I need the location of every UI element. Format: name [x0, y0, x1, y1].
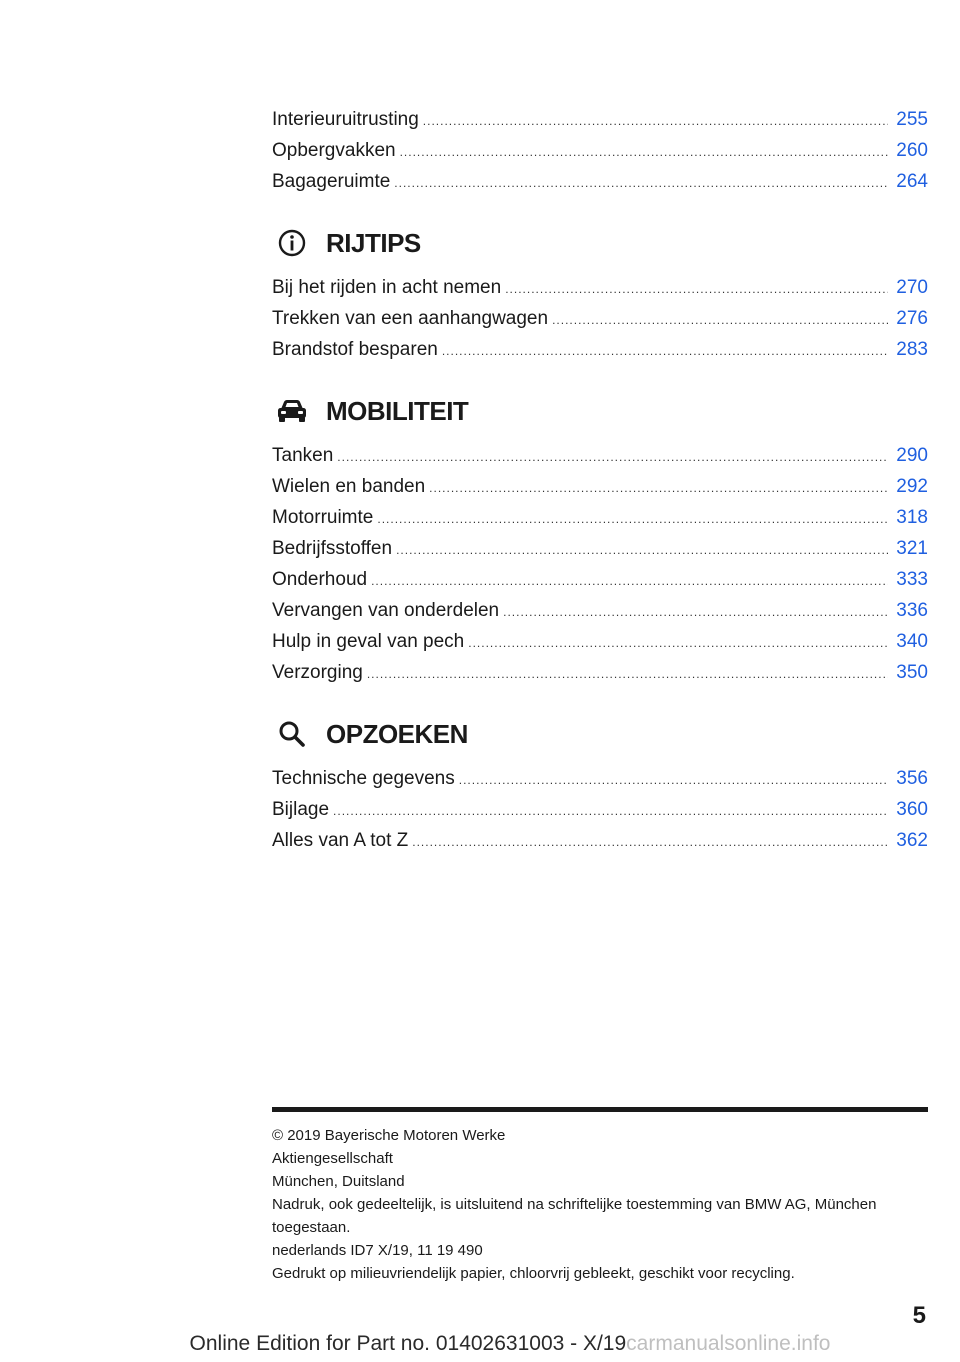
table-of-contents: [272, 104, 928, 856]
toc-entry[interactable]: [272, 104, 928, 135]
toc-leader-dots: [371, 564, 888, 595]
toc-page-link[interactable]: 283: [896, 339, 928, 360]
imprint-location: München, Duitsland: [272, 1173, 405, 1190]
toc-leader-dots: [400, 135, 889, 166]
section-title: RIJTIPS: [326, 227, 421, 258]
car-icon: [272, 391, 312, 431]
toc-entry[interactable]: [272, 135, 928, 166]
toc-page-link[interactable]: 318: [896, 507, 928, 528]
toc-section-opzoeken: [272, 714, 928, 856]
footer-watermark: carmanualsonline.info: [626, 1332, 831, 1355]
toc-entry-title: Hulp in geval van pech: [272, 631, 465, 652]
section-title: MOBILITEIT: [326, 395, 469, 426]
toc-entry[interactable]: [272, 595, 928, 626]
toc-entry-title: Technische gegevens: [272, 768, 455, 789]
toc-entry-title: Trekken van een aanhangwagen: [272, 308, 549, 329]
toc-leader-dots: [503, 595, 888, 626]
toc-page-link[interactable]: 321: [896, 538, 928, 559]
search-icon: [272, 714, 312, 754]
toc-entry-title: Tanken: [272, 445, 334, 466]
toc-entry-title: Motorruimte: [272, 507, 374, 528]
toc-entry[interactable]: [272, 334, 928, 365]
toc-entry-title: Bedrijfsstoffen: [272, 538, 393, 559]
toc-entry[interactable]: [272, 272, 928, 303]
toc-top-entries: [272, 104, 928, 197]
section-title: OPZOEKEN: [326, 718, 468, 749]
toc-entry-title: Brandstof besparen: [272, 339, 438, 360]
toc-page-link[interactable]: 292: [896, 476, 928, 497]
toc-entry-title: Opbergvakken: [272, 140, 396, 161]
toc-page-link[interactable]: 360: [896, 799, 928, 820]
toc-entry[interactable]: [272, 533, 928, 564]
toc-entry[interactable]: [272, 657, 928, 688]
toc-page-link[interactable]: 270: [896, 277, 928, 298]
page-number: 5: [912, 1302, 926, 1329]
toc-leader-dots: [337, 440, 888, 471]
toc-entry-title: Alles van A tot Z: [272, 830, 409, 851]
toc-leader-dots: [459, 763, 889, 794]
imprint-reprint-notice: Nadruk, ook gedeeltelijk, is uitsluitend na schriftelijke toestemming van BMW AG, München toegestaan.: [272, 1196, 877, 1236]
toc-leader-dots: [442, 334, 888, 365]
toc-entry[interactable]: [272, 471, 928, 502]
imprint-edition-id: nederlands ID7 X/19, 11 19 490: [272, 1242, 483, 1259]
toc-entry[interactable]: [272, 825, 928, 856]
toc-leader-dots: [394, 166, 888, 197]
imprint-company: Aktiengesellschaft: [272, 1150, 393, 1167]
toc-leader-dots: [468, 626, 888, 657]
toc-page-link[interactable]: 362: [896, 830, 928, 851]
toc-entry[interactable]: [272, 564, 928, 595]
toc-entry-title: Onderhoud: [272, 569, 368, 590]
footer-edition-text: Online Edition for Part no. 01402631003 - X/19: [189, 1332, 627, 1355]
toc-section-mobiliteit: [272, 391, 928, 688]
toc-page-link[interactable]: 336: [896, 600, 928, 621]
toc-page-link[interactable]: 333: [896, 569, 928, 590]
toc-entry[interactable]: [272, 303, 928, 334]
footer: [0, 1332, 960, 1356]
imprint-divider: [272, 1107, 928, 1112]
toc-entry[interactable]: [272, 440, 928, 471]
toc-page-link[interactable]: 276: [896, 308, 928, 329]
toc-entry[interactable]: [272, 794, 928, 825]
toc-page-link[interactable]: 255: [896, 109, 928, 130]
toc-leader-dots: [377, 502, 888, 533]
toc-entry-title: Bijlage: [272, 799, 330, 820]
imprint-copyright: © 2019 Bayerische Motoren Werke: [272, 1127, 506, 1144]
toc-leader-dots: [333, 794, 888, 825]
section-header: [272, 223, 928, 263]
toc-leader-dots: [423, 104, 889, 135]
toc-entry[interactable]: [272, 166, 928, 197]
toc-entry-title: Bagageruimte: [272, 171, 391, 192]
info-icon: [272, 223, 312, 263]
toc-leader-dots: [552, 303, 888, 334]
toc-leader-dots: [367, 657, 888, 688]
toc-entry-title: Bij het rijden in acht nemen: [272, 277, 502, 298]
section-header: [272, 714, 928, 754]
toc-section-rijtips: [272, 223, 928, 365]
toc-page-link[interactable]: 290: [896, 445, 928, 466]
toc-entry-title: Wielen en banden: [272, 476, 426, 497]
toc-leader-dots: [412, 825, 888, 856]
imprint: [272, 1124, 928, 1285]
toc-page-link[interactable]: 260: [896, 140, 928, 161]
toc-entry[interactable]: [272, 502, 928, 533]
toc-entry-title: Verzorging: [272, 662, 363, 683]
toc-entry[interactable]: [272, 763, 928, 794]
toc-entry[interactable]: [272, 626, 928, 657]
toc-page-link[interactable]: 340: [896, 631, 928, 652]
toc-leader-dots: [505, 272, 888, 303]
toc-page-link[interactable]: 264: [896, 171, 928, 192]
toc-page-link[interactable]: 356: [896, 768, 928, 789]
toc-leader-dots: [396, 533, 888, 564]
imprint-paper-notice: Gedrukt op milieuvriendelijk papier, chloorvrij gebleekt, geschikt voor recycling.: [272, 1265, 795, 1282]
toc-page-link[interactable]: 350: [896, 662, 928, 683]
toc-entry-title: Vervangen van onderdelen: [272, 600, 500, 621]
section-header: [272, 391, 928, 431]
toc-entry-title: Interieuruitrusting: [272, 109, 419, 130]
toc-leader-dots: [429, 471, 888, 502]
